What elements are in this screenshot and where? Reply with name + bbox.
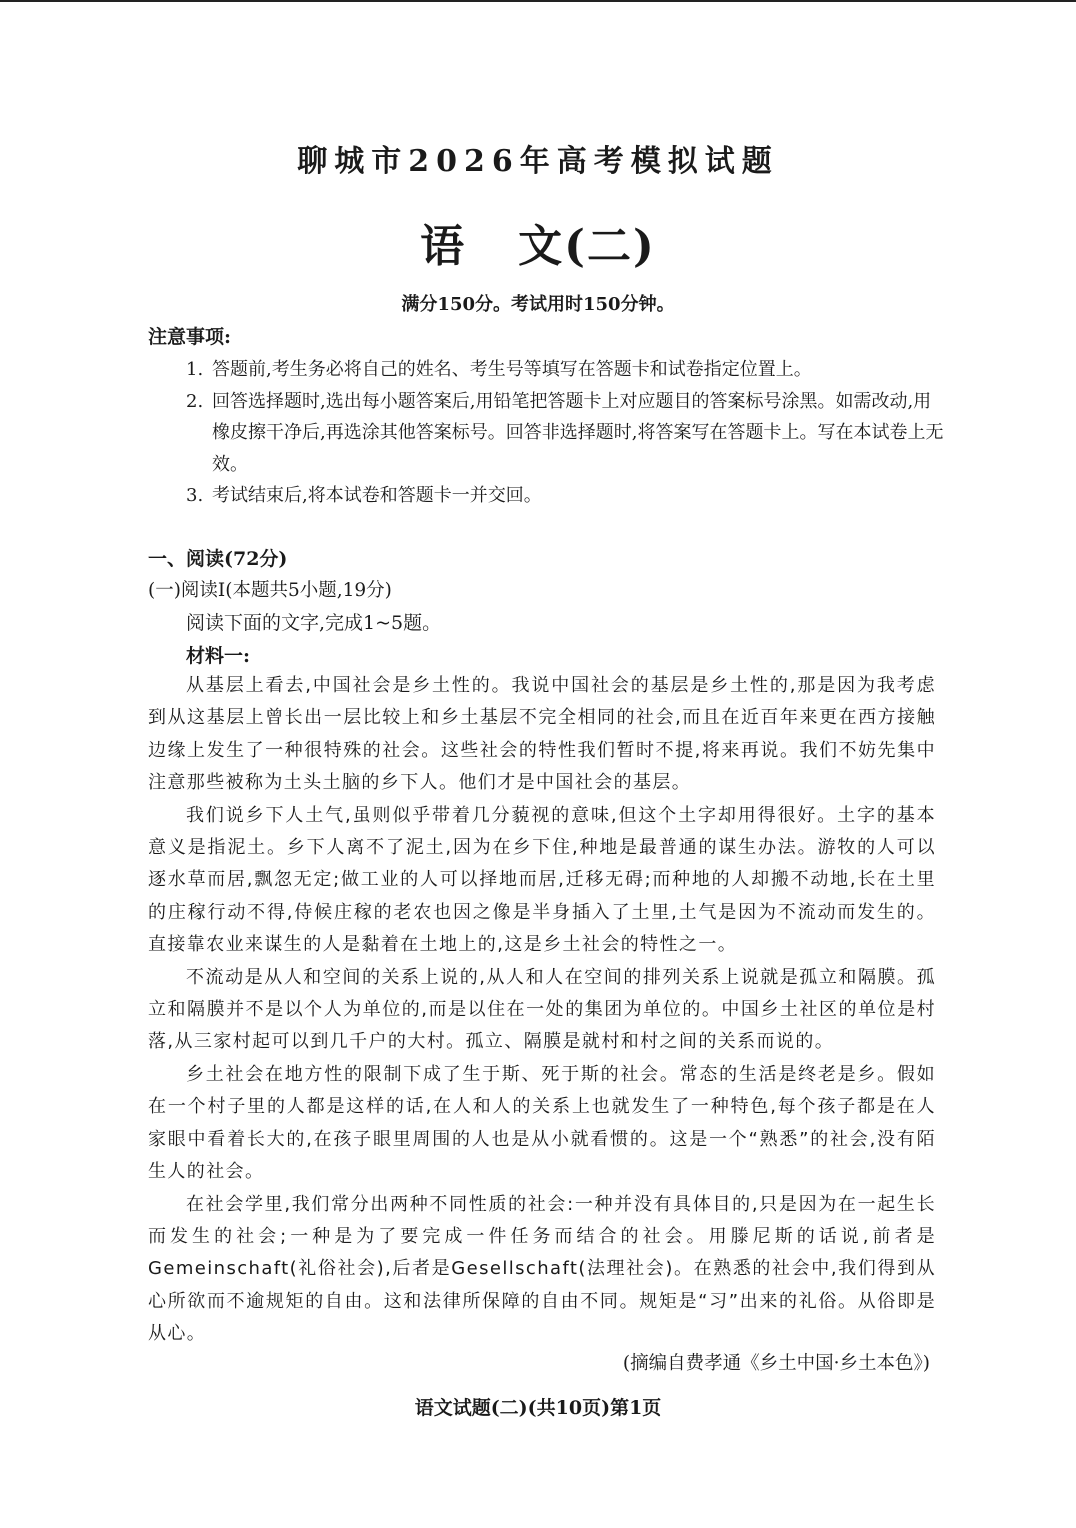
exam-title: 聊城市2026年高考模拟试题 [297,144,779,179]
notice-item-text: 考试结束后,将本试卷和答题卡一并交回。 [212,485,542,506]
subject-title-rest: 文(二) [518,221,656,272]
subsection-heading: (一)阅读Ⅰ(本题共5小题,19分) [148,580,392,601]
notice-item-number: 3. [186,485,204,506]
notice-item-text: 答题前,考生务必将自己的姓名、考生号等填写在答题卡和试卷指定位置上。 [212,359,812,380]
passage-paragraph: 不流动是从人和空间的关系上说的,从人和人在空间的排列关系上说就是孤立和隔膜。孤立和隔膜并不是以个人为单位的,而是以住在一处的集团为单位的。中国乡土社区的单位是村落,从三家村起可以到几千户的大村。孤立、隔膜是就村和村之间的关系而说的。 [148,966,936,1053]
notice-item [186,480,946,512]
material-label: 材料一: [186,645,251,667]
page-footer: 语文试题(二)(共10页)第1页 [414,1397,662,1419]
passage-paragraph: 在社会学里,我们常分出两种不同性质的社会:一种并没有具体目的,只是因为在一起生长而发生的社会;一种是为了要完成一件任务而结合的社会。用滕尼斯的话说,前者是Gemeinschaft(礼俗社会),后者是Gesellschaft(法理社会)。在熟悉的社会中,我们得到从心所欲而不逾规矩的自由。这和法律所保障的自由不同。规矩是“习”出来的礼俗。从俗即是从心。 [148,1193,936,1345]
notice-item-text: 回答选择题时,选出每小题答案后,用铅笔把答题卡上对应题目的答案标号涂黑。如需改动,用橡皮擦干净后,再选涂其他答案标号。回答非选择题时,将答案写在答题卡上。写在本试卷上无效。 [212,390,944,475]
notice-heading: 注意事项: [148,326,232,348]
notice-item-number: 2. [186,390,204,412]
notice-item-number: 1. [186,359,204,380]
reading-passage [148,670,936,1351]
exam-info: 满分150分。考试用时150分钟。 [401,294,675,315]
notice-item [186,386,946,481]
passage-paragraph: 我们说乡下人土气,虽则似乎带着几分藐视的意味,但这个土字却用得很好。土字的基本意义是指泥土。乡下人离不了泥土,因为在乡下住,种地是最普通的谋生办法。游牧的人可以逐水草而居,飘忽无定;做工业的人可以择地而居,迁移无碍;而种地的人却搬不动地,长在土里的庄稼行动不得,侍候庄稼的老农也因之像是半身插入了土里,土气是因为不流动而发生的。直接靠农业来谋生的人是黏着在土地上的,这是乡土社会的特性之一。 [148,804,936,956]
notice-item [186,354,946,386]
passage-paragraph: 乡土社会在地方性的限制下成了生于斯、死于斯的社会。常态的生活是终老是乡。假如在一个村子里的人都是这样的话,在人和人的关系上也就发生了一种特色,每个孩子都是在人家眼中看着长大的,在孩子眼里周围的人也是从小就看惯的。这是一个“熟悉”的社会,没有陌生人的社会。 [148,1063,936,1183]
passage-paragraph: 从基层上看去,中国社会是乡土性的。我说中国社会的基层是乡土性的,那是因为我考虑到从这基层上曾长出一层比较上和乡土基层不完全相同的社会,而且在近百年来更在西方接触边缘上发生了一种很特殊的社会。这些社会的特性我们暂时不提,将来再说。我们不妨先集中注意那些被称为土头土脑的乡下人。他们才是中国社会的基层。 [148,675,936,794]
reading-instruction: 阅读下面的文字,完成1~5题。 [186,612,442,634]
passage-source: (摘编自费孝通《乡土中国·乡土本色》) [622,1353,930,1374]
notice-list [186,354,946,512]
section-heading: 一、阅读(72分) [148,548,288,570]
subject-title-main: 语 [420,221,467,272]
subject-title [0,210,1076,274]
